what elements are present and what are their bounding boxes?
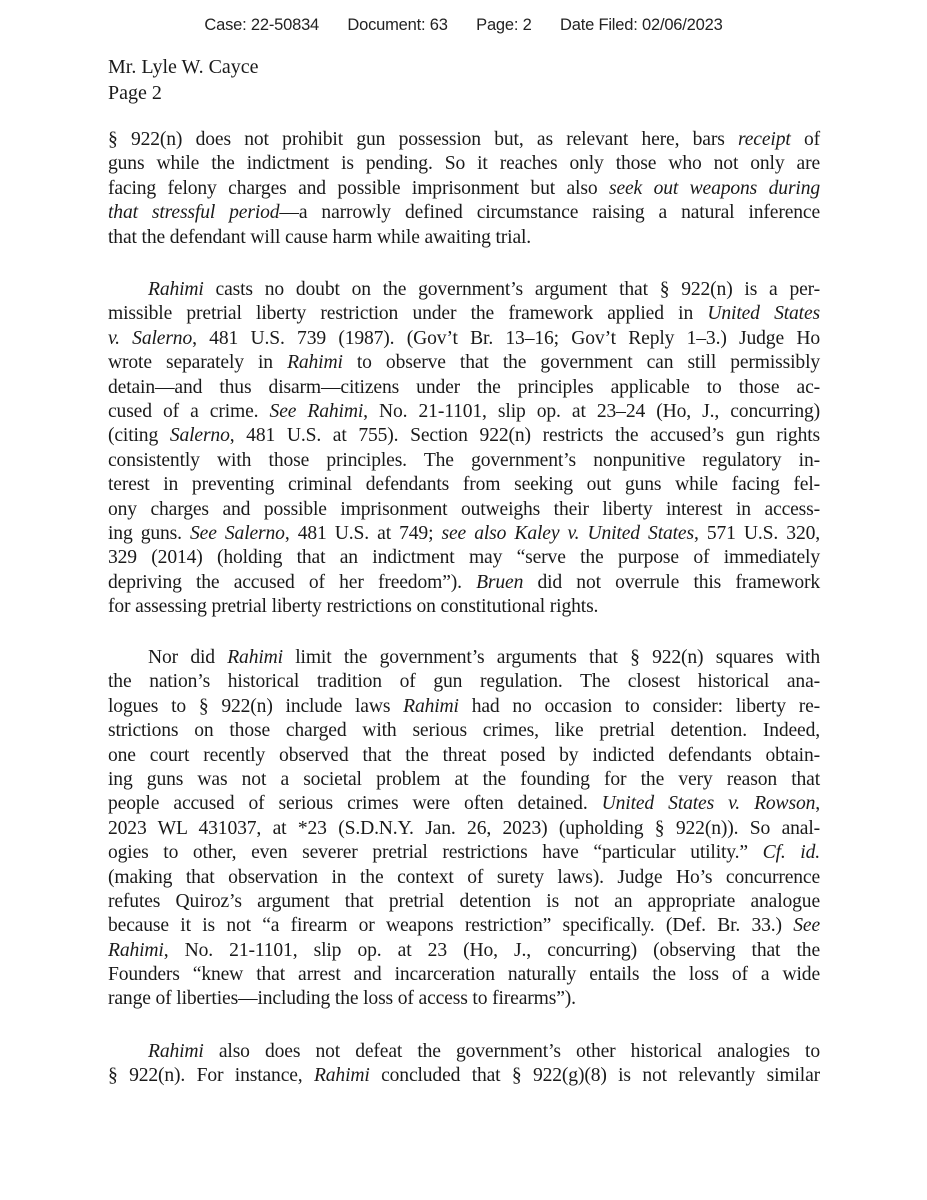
italic-citation: Rahimi bbox=[108, 939, 164, 961]
text-line bbox=[108, 987, 820, 1011]
text-line bbox=[108, 226, 820, 250]
text-line bbox=[108, 695, 820, 719]
text-segment: 329 (2014) (holding that an indictment may “serve the purpose of immediately bbox=[108, 547, 820, 569]
text-line bbox=[108, 128, 820, 152]
page-number: Page: 2 bbox=[476, 16, 532, 34]
text-line bbox=[108, 646, 820, 670]
italic-citation: See Rahimi bbox=[269, 400, 364, 422]
text-segment: terest in preventing criminal defendants from seeking out guns while facing fel- bbox=[108, 474, 820, 496]
text-line bbox=[108, 177, 820, 201]
text-line bbox=[108, 866, 820, 890]
text-segment: because it is not “a firearm or weapons restriction” specifically. (Def. Br. 33.) bbox=[108, 915, 794, 937]
text-segment: § 922(n) does not prohibit gun possession but, as relevant here, bars bbox=[108, 129, 739, 150]
text-line bbox=[108, 201, 820, 225]
text-segment: the nation’s historical tradition of gun regulation. The closest historical ana- bbox=[108, 671, 820, 693]
text-segment: wrote separately in bbox=[108, 352, 288, 374]
text-segment: guns while the indictment is pending. So it reaches only those who not only are bbox=[108, 153, 820, 175]
italic-citation: United States bbox=[707, 303, 820, 325]
text-line bbox=[108, 1064, 820, 1088]
text-segment: Founders “knew that arrest and incarceration naturally entails the loss of a wide bbox=[108, 964, 820, 986]
text-segment: § 922(n). For instance, bbox=[108, 1065, 314, 1087]
italic-citation: Rahimi bbox=[227, 647, 283, 668]
italic-citation: that stressful period bbox=[108, 202, 280, 224]
addressee-name: Mr. Lyle W. Cayce bbox=[108, 56, 259, 78]
italic-citation: receipt bbox=[738, 129, 791, 150]
body-paragraph bbox=[108, 646, 820, 1012]
text-segment: people accused of serious crimes were often detained. bbox=[108, 793, 602, 815]
italic-citation: Rahimi bbox=[313, 1065, 370, 1087]
text-line bbox=[108, 595, 820, 619]
text-segment: , 481 U.S. at 749; bbox=[284, 522, 442, 544]
text-line bbox=[108, 939, 820, 963]
text-segment: ing guns was not a societal problem at the founding for the very reason that bbox=[108, 768, 820, 790]
text-segment: , 481 U.S. 739 (1987). (Gov’t Br. 13–16; Gov’t Reply 1–3.) Judge Ho bbox=[192, 327, 820, 349]
text-line bbox=[108, 914, 820, 938]
text-line bbox=[108, 278, 820, 302]
text-segment: of bbox=[790, 129, 820, 150]
italic-citation: see also Kaley v. United States bbox=[441, 522, 694, 544]
text-segment: strictions on those charged with serious crimes, like pretrial detention. Indeed, bbox=[108, 720, 820, 742]
text-segment: consistently with those principles. The government’s nonpunitive regulatory in- bbox=[108, 449, 820, 471]
text-segment: casts no doubt on the government’s argument that § 922(n) is a per- bbox=[203, 279, 820, 300]
document-number: Document: 63 bbox=[347, 16, 448, 34]
text-segment: also does not defeat the government’s other historical analogies to bbox=[203, 1041, 820, 1062]
italic-citation: Rahimi bbox=[403, 695, 459, 717]
text-segment: that the defendant will cause harm while awaiting trial. bbox=[108, 226, 532, 248]
text-segment: range of liberties—including the loss of access to firearms”). bbox=[108, 988, 576, 1010]
text-segment: to observe that the government can still permissibly bbox=[342, 352, 821, 374]
text-segment: (making that observation in the context of surety laws). Judge Ho’s concurrence bbox=[108, 866, 820, 888]
text-segment: limit the government’s arguments that § 922(n) squares with bbox=[282, 647, 820, 668]
italic-citation: Cf. id. bbox=[762, 842, 820, 864]
italic-citation: Rahimi bbox=[148, 279, 204, 300]
filing-header bbox=[0, 16, 927, 35]
italic-citation: Salerno bbox=[169, 425, 230, 447]
italic-citation: See bbox=[793, 915, 820, 937]
text-line bbox=[108, 424, 820, 448]
text-segment: depriving the accused of her freedom”). bbox=[108, 571, 477, 593]
body-paragraph bbox=[108, 278, 820, 619]
italic-citation: v. Salerno bbox=[108, 327, 193, 349]
text-line bbox=[108, 571, 820, 595]
text-segment: refutes Quiroz’s argument that pretrial detention is not an appropriate analogue bbox=[108, 890, 820, 912]
text-line bbox=[108, 670, 820, 694]
text-segment: , 481 U.S. at 755). Section 922(n) restricts the accused’s gun rights bbox=[229, 425, 820, 447]
date-filed: Date Filed: 02/06/2023 bbox=[560, 16, 723, 34]
text-line bbox=[108, 152, 820, 176]
text-line bbox=[108, 744, 820, 768]
italic-citation: Rahimi bbox=[148, 1041, 204, 1062]
text-segment: 2023 WL 431037, at *23 (S.D.N.Y. Jan. 26, 2023) (upholding § 922(n)). So anal- bbox=[108, 817, 820, 839]
letter-addressee bbox=[108, 54, 259, 106]
body-paragraph bbox=[108, 128, 820, 250]
text-segment: logues to § 922(n) include laws bbox=[108, 695, 404, 717]
text-line bbox=[108, 1040, 820, 1064]
text-line bbox=[108, 792, 820, 816]
text-line bbox=[108, 963, 820, 987]
text-line bbox=[108, 376, 820, 400]
text-segment: cused of a crime. bbox=[108, 400, 270, 422]
italic-citation: Bruen bbox=[476, 571, 524, 593]
text-segment: Nor did bbox=[148, 647, 228, 668]
text-segment: , No. 21-1101, slip op. at 23 (Ho, J., concurring) (observing that the bbox=[163, 939, 820, 961]
text-line bbox=[108, 400, 820, 424]
text-segment: , No. 21-1101, slip op. at 23–24 (Ho, J., concurring) bbox=[363, 400, 820, 422]
text-line bbox=[108, 449, 820, 473]
text-segment: missible pretrial liberty restriction under the framework applied in bbox=[108, 303, 708, 325]
text-line bbox=[108, 473, 820, 497]
italic-citation: See Salerno bbox=[190, 522, 285, 544]
text-line bbox=[108, 890, 820, 914]
text-segment: , 571 U.S. 320, bbox=[693, 522, 820, 544]
text-line bbox=[108, 841, 820, 865]
text-line bbox=[108, 498, 820, 522]
text-segment: for assessing pretrial liberty restrictions on constitutional rights. bbox=[108, 596, 599, 618]
text-line bbox=[108, 817, 820, 841]
text-segment: had no occasion to consider: liberty re- bbox=[458, 695, 821, 717]
text-line bbox=[108, 302, 820, 326]
text-segment: ing guns. bbox=[108, 522, 191, 544]
body-paragraph bbox=[108, 1040, 820, 1089]
text-line bbox=[108, 719, 820, 743]
text-segment: concluded that § 922(g)(8) is not relevantly similar bbox=[369, 1065, 820, 1087]
text-line bbox=[108, 351, 820, 375]
text-line bbox=[108, 522, 820, 546]
text-line bbox=[108, 768, 820, 792]
case-number: Case: 22-50834 bbox=[204, 16, 320, 34]
italic-citation: Rahimi bbox=[287, 352, 343, 374]
italic-citation: seek out weapons during bbox=[608, 177, 821, 199]
text-line bbox=[108, 327, 820, 351]
text-segment: one court recently observed that the threat posed by indicted defendants obtain- bbox=[108, 744, 820, 766]
text-segment: , bbox=[815, 793, 820, 815]
text-segment: ogies to other, even severer pretrial restrictions have “particular utility.” bbox=[108, 842, 763, 864]
text-segment: did not overrule this framework bbox=[523, 571, 820, 593]
text-segment: (citing bbox=[108, 425, 170, 447]
text-segment: ony charges and possible imprisonment outweighs their liberty interest in access- bbox=[108, 498, 820, 520]
letter-page-label: Page 2 bbox=[108, 82, 162, 104]
text-line bbox=[108, 546, 820, 570]
text-segment: —a narrowly defined circumstance raising a natural inference bbox=[279, 202, 820, 224]
text-segment: detain—and thus disarm—citizens under the principles applicable to those ac- bbox=[108, 376, 820, 398]
italic-citation: United States v. Rowson bbox=[601, 793, 816, 815]
text-segment: facing felony charges and possible imprisonment but also bbox=[108, 177, 609, 199]
